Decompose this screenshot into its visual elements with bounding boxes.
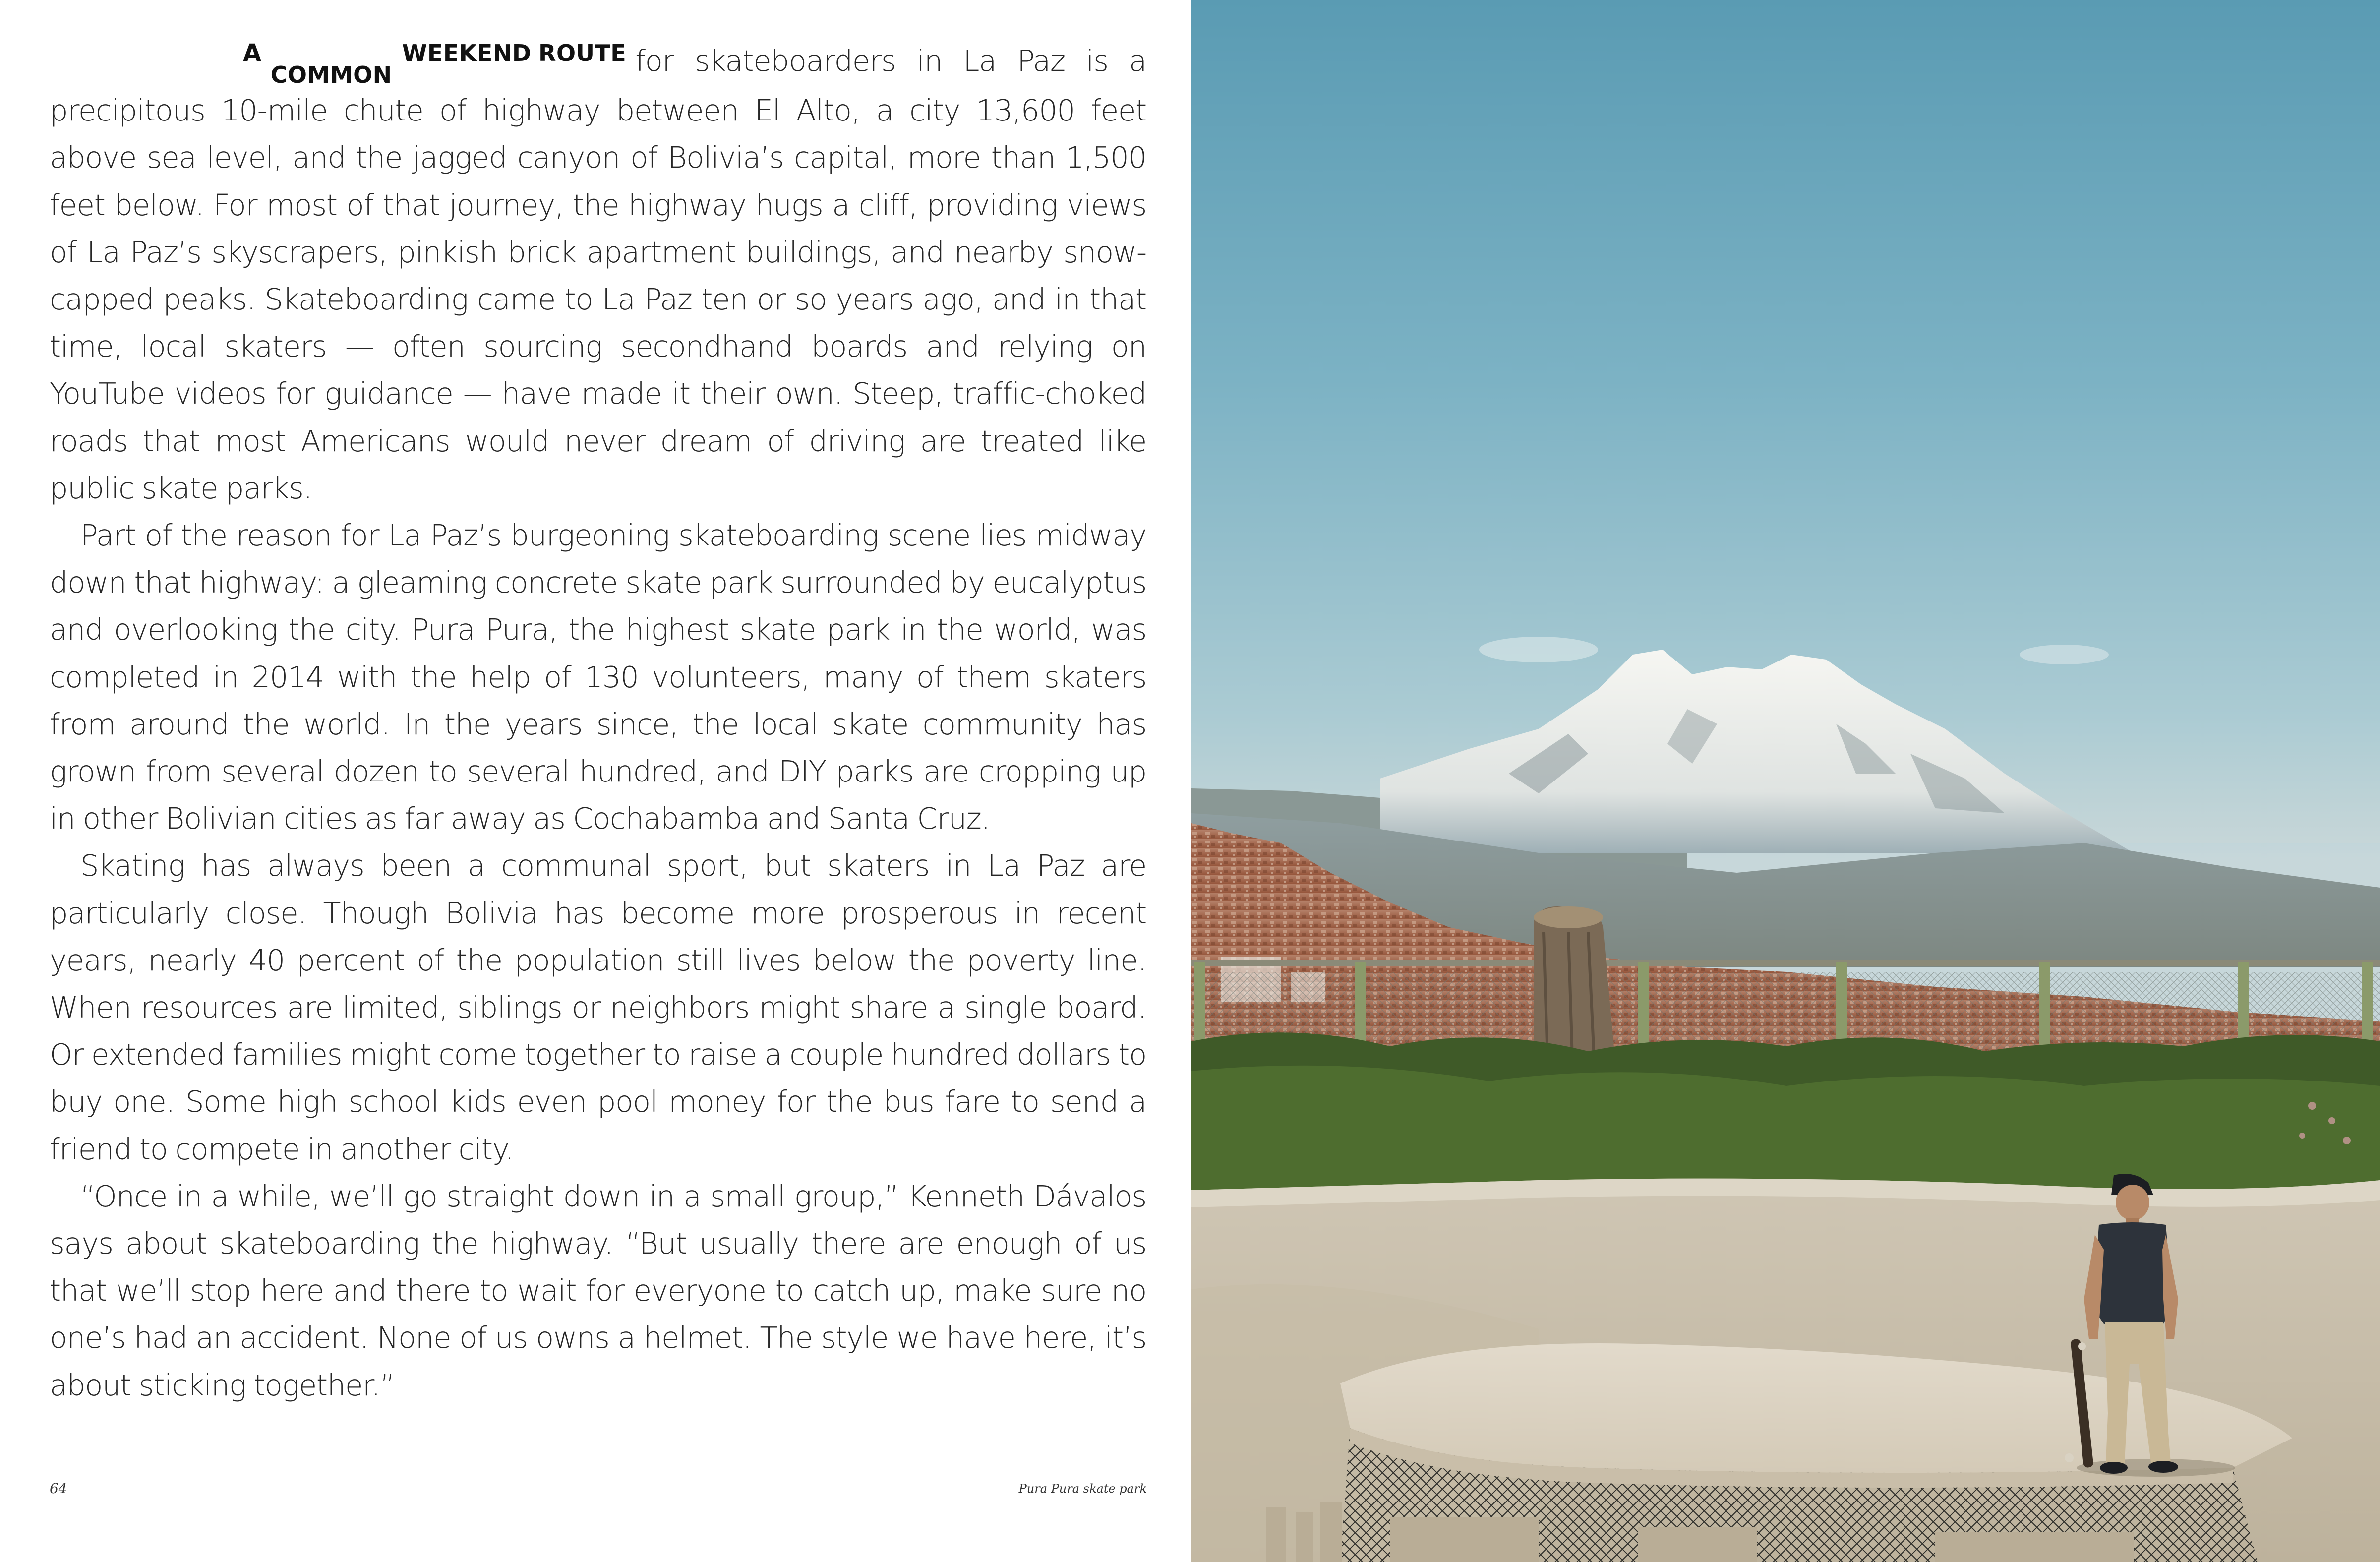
lede-word-common: COMMON bbox=[270, 61, 392, 88]
paragraph-1 bbox=[50, 37, 1146, 512]
photo-illustration bbox=[1191, 0, 2380, 1562]
photo-caption: Pura Pura skate park bbox=[1018, 1482, 1147, 1496]
paragraph-1-text: for skateboarders in La Paz is a precipitous 10-mile chute of highway between El Alto, a city 13,600 feet above sea level, and the jagged canyon of Bolivia’s capital, more than 1,500 feet below. For most of that journey, the highway hugs a cliff, providing views of La Paz’s skyscrapers, pinkish brick apartment buildings, and nearby snow-capped peaks. Skateboarding came to La Paz ten or so years ago, and in that time, local skaters — often sourcing secondhand boards and relying on YouTube videos for guidance — have made it their own. Steep, traffic-choked roads that most Americans would never dream of driving are treated like public skate parks. bbox=[50, 44, 1146, 505]
paragraph-3: Skating has always been a communal sport, but skaters in La Paz are particularly close. Though Bolivia has become more prosperous in recent years, nearly 40 percent of the population still lives below the poverty line. When resources are limited, siblings or neighbors might share a single board. Or extended families might come together to raise a couple hundred dollars to buy one. Some high school kids even pool money for the bus fare to send a friend to compete in another city. bbox=[50, 848, 1146, 1166]
fence-rail bbox=[1191, 960, 2380, 966]
page-number: 64 bbox=[50, 1480, 67, 1497]
article-body bbox=[50, 37, 1146, 1409]
paragraph-4: “Once in a while, we’ll go straight down in a small group,” Kenneth Dávalos says about skateboarding the highway. “But usually there are enough of us that we’ll stop here and there to wait for everyone to catch up, make sure no one’s had an accident. None of us owns a helmet. The style we have here, it’s about sticking together.” bbox=[50, 1179, 1146, 1402]
lede-word-a: A bbox=[243, 39, 262, 67]
paragraph-2: Part of the reason for La Paz’s burgeoning skateboarding scene lies midway down that highway: a gleaming concrete skate park surrounded by eucalyptus and overlooking the city. Pura Pura, the highest skate park in the world, was completed in 2014 with the help of 130 volunteers, many of them skaters from around the world. In the years since, the local skate community has grown from several dozen to several hundred, and DIY parks are cropping up in other Bolivian cities as far away as Cochabamba and Santa Cruz. bbox=[50, 518, 1146, 836]
lede-word-weekend-route: WEEKEND ROUTE bbox=[402, 40, 627, 66]
lede bbox=[50, 37, 630, 87]
skate-park-photo bbox=[1191, 0, 2380, 1562]
